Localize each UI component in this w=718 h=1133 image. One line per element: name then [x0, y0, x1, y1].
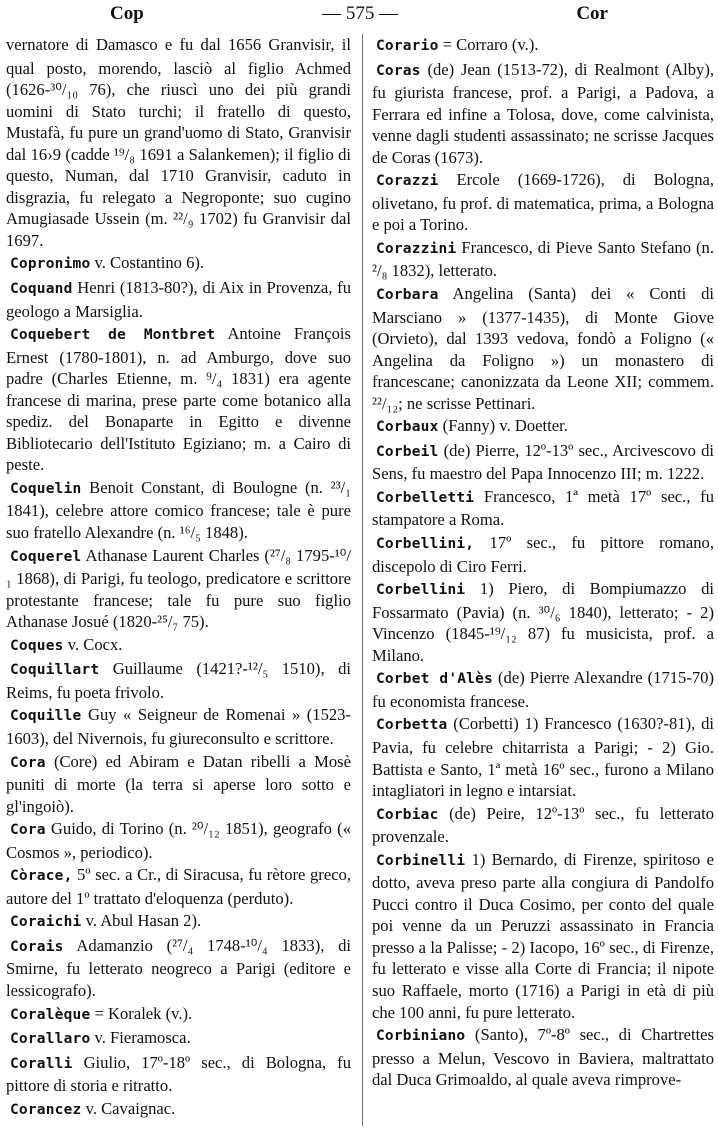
entry [6, 545, 351, 633]
entry-text: v. Fieramosca. [90, 1028, 191, 1048]
entry-text: Athanase Laurent Charles (²⁷/₈ 1795-¹⁰/₁ 1868), di Parigi, fu teologo, predicatore e scrittore protestante francese; tale fu pure suo figlio Athanase Josué (1820-²⁵/₇ 75). [6, 545, 351, 632]
entry [372, 578, 714, 666]
page-header [0, 0, 718, 28]
entry-text: v. Cavaignac. [81, 1098, 176, 1118]
entry [372, 803, 714, 848]
entry-headword: Corbet d'Alès [376, 671, 493, 688]
entry [372, 169, 714, 236]
entry-text: Guillaume (1421?-¹²/₅ 1510), di Reims, fu poeta frivolo. [6, 659, 351, 702]
entry-text: (de) Peire, 12º-13º sec., fu letterato provenzale. [372, 803, 714, 847]
entry-headword: Coquebert de Montbret [10, 327, 216, 344]
entry-headword: Coquerel [10, 548, 82, 565]
entry [372, 283, 714, 414]
entry-headword: Corazzini [376, 240, 457, 257]
page-number: — 575 — [322, 3, 399, 24]
entry-text: Giulio, 17º-18º sec., di Bologna, fu pittore di storia e ritratto. [6, 1052, 351, 1096]
entry-text: Angelina (Santa) dei « Conti di Marsciano » (1377-1435), di Monte Giove (Orvieto), dal 1393 vedova, fondò a Foligno (« Angelina da Foligno ») un monastero di francescane; canonizzata da Leone XII; commem. ²²/₁₂; ne scrisse Pettinari. [372, 284, 714, 413]
right-column [372, 34, 714, 1129]
entry-text: (Core) ed Abiram e Datan ribelli a Mosè puniti di morte (la terra si aperse loro sotto e gl'ingoiò). [6, 751, 351, 816]
entry-text: (de) Jean (1513-72), di Realmont (Alby), fu giurista francese, prof. a Parigi, a Padova, a Ferrara ed infine a Tolosa, dove, come calvinista, venne dagli studenti assassinato; ne scrisse Jacques de Coras (1673). [372, 59, 714, 167]
entry-headword: Corallaro [10, 1031, 91, 1048]
left-column [6, 34, 351, 1129]
entry-headword: Còrace, [10, 868, 73, 885]
entry-text: Benoit Constant, di Boulogne (n. ²³/₁ 1841), celebre attore comico francese; tale è pure suo fratello Alexandre (n. ¹⁶/₅ 1848). [6, 477, 351, 543]
entry-headword: Coques [10, 637, 64, 654]
header-right-guide: Cor [576, 3, 608, 24]
entry-text: 17º sec., fu pittore romano, discepolo di Ciro Ferri. [372, 533, 714, 576]
entry-headword: Coralli [10, 1055, 73, 1072]
entry-text: v. Abul Hasan 2). [81, 911, 202, 931]
entry-headword: Corbellini [376, 582, 466, 599]
entry-text: Antoine François Ernest (1780-1801), n. ad Amburgo, dove suo padre (Charles Etienne, m. ⁹/₄ 1831) era agente francese di marina, prese parte come botanico alla spediz. del Bonaparte in Egitto e divenne Bibliotecario dell'Istituto Egiziano; m. a Cairo di peste. [6, 324, 351, 475]
entry [6, 252, 351, 276]
entry-headword: Corario [376, 38, 439, 54]
entry-text: (Santo), 7º-8º sec., di Chartrettes presso a Melun, Vescovo in Baviera, maltrattato dal Duca Grimoaldo, al quale aveva rimprove- [372, 1025, 714, 1090]
entry-headword: Corbellini, [376, 536, 475, 553]
column-divider [362, 34, 363, 1126]
entry-headword: Coquelin [10, 480, 82, 497]
entry-headword: Corancez [10, 1101, 82, 1118]
entry-text: Ercole (1669-1726), di Bologna, olivetano, fu prof. di matematica, prima, a Bologna e poi a Torino. [372, 170, 714, 235]
entry [6, 277, 351, 322]
entry [372, 1024, 714, 1091]
entry [6, 751, 351, 818]
entry-text: (de) Pierre, 12º-13º sec., Arcivescovo di Sens, fu maestro del Papa Innocenzo III; m. 1222. [372, 440, 714, 484]
entry [6, 323, 351, 476]
entry-headword: Coquille [10, 708, 82, 725]
entry [372, 667, 714, 712]
entry-headword: Coraichi [10, 914, 82, 931]
entry-text: (Fanny) v. Doetter. [438, 416, 568, 436]
entry [372, 59, 714, 169]
entry-text: Adamanzio (²⁷/₄ 1748-¹⁰/₄ 1833), di Smirne, fu letterato neogreco a Parigi (editore e lessicografo). [6, 935, 351, 1000]
entry-text: Guido, di Torino (n. ²⁰/₁₂ 1851), geografo (« Cosmos », periodico). [6, 819, 351, 862]
entry [6, 1098, 351, 1122]
entry [372, 713, 714, 801]
entry [6, 1003, 351, 1027]
entry-text: Henri (1813-80?), di Aix in Provenza, fu geologo a Marsiglia. [6, 278, 351, 321]
entry-text: 1) Piero, di Bompiumazzo di Fossarmato (Pavia) (n. ³⁰/₆ 1840), letterato; - 2) Vincenzo (1845-¹⁹/₁₂ 87) fu musicista, prof. a Milano. [372, 579, 714, 665]
entry-text: Guy « Seigneur de Romenai » (1523-1603), del Nivernois, fu giureconsulto e scrittore. [6, 705, 351, 748]
entry [372, 486, 714, 531]
entry [372, 849, 714, 1023]
entry-headword: Coralèque [10, 1006, 91, 1023]
entry-text: = Corraro (v.). [438, 35, 539, 54]
entry-headword: Cora [10, 822, 46, 839]
entry-headword: Corbeil [376, 443, 439, 460]
entry [372, 34, 714, 58]
entry-headword: Coras [376, 62, 421, 79]
entry-headword: Corazzi [376, 173, 439, 190]
entry-headword: Coquillart [10, 662, 100, 679]
entry [6, 1027, 351, 1051]
entry-text: (de) Pierre Alexandre (1715-70) fu economista francese. [372, 668, 714, 711]
entry-headword: Corais [10, 938, 64, 955]
entry-text: 5º sec. a Cr., di Siracusa, fu rètore greco, autore del 1º trattato d'eloquenza (perduto). [6, 865, 351, 908]
entry-text: Francesco, di Pieve Santo Stefano (n. ²/₈ 1832), letterato. [372, 237, 714, 281]
entry [372, 440, 714, 485]
entry-headword: Corbinelli [376, 852, 466, 869]
entry [372, 415, 714, 439]
entry [6, 864, 351, 909]
entry-text: v. Cocx. [63, 634, 123, 654]
entry [6, 935, 351, 1002]
header-left-guide: Cop [110, 3, 144, 24]
entry-text: 1) Bernardo, di Firenze, spiritoso e dotto, aveva preso parte alla congiura di Pandolfo Pucci contro il Duca Cosimo, per conto del quale poi venne da un Peruzzi assassinato in Francia presso a la Palisse; - 2) Iacopo, 16º sec., di Firenze, fu letterato e visse alla Corte di Francia; il nipote suo Raffaele, morto (1716) a Parigi in età di più che 100 anni, fu pure letterato. [372, 849, 714, 1022]
entry-text: vernatore di Damasco e fu dal 1656 Granvisir, il qual posto, morendo, lasciò al figlio Achmed (1626-³⁰/₁₀ 76), che riuscì uno dei più grandi uomini di Stato turchi; il fratello di questo, Mustafà, fu pure un grand'uomo di Stato, Granvisir dal 16›9 (cadde ¹⁹/₈ 1691 a Salankemen); il figlio di questo, Numan, dal 1710 Granvisir, caduto in disgrazia, fu relegato a Negroponte; suo cugino Amugiasade Ussein (m. ²²/₉ 1702) fu Granvisir dal 1697. [6, 35, 351, 250]
entry [6, 658, 351, 703]
entry-headword: Corbara [376, 287, 439, 304]
entry [6, 818, 351, 863]
entry [6, 34, 351, 251]
entry [6, 704, 351, 749]
entry-text: v. Costantino 6). [90, 253, 205, 273]
entry [372, 532, 714, 577]
entry-text: = Koralek (v.). [90, 1003, 193, 1023]
entry-headword: Corbiac [376, 806, 439, 823]
entry-headword: Corbetta [376, 717, 448, 734]
entry-headword: Copronimo [10, 256, 91, 273]
entry-headword: Cora [10, 754, 46, 771]
entry-headword: Coquand [10, 281, 73, 298]
entry-headword: Corbaux [376, 419, 439, 436]
entry-text: (Corbetti) 1) Francesco (1630?-81), di Pavia, fu celebre chitarrista a Parigi; - 2) Gio. Battista e Santo, 1ª metà 16º sec., furono a Milano intagliatori in legno e intarsiat. [372, 714, 714, 801]
entry-headword: Corbelletti [376, 489, 475, 506]
entry [6, 910, 351, 934]
entry [372, 237, 714, 282]
entry [6, 634, 351, 658]
entry-text: Francesco, 1ª metà 17º sec., fu stampatore a Roma. [372, 486, 714, 530]
entry [6, 1052, 351, 1097]
entry [6, 477, 351, 544]
entry-headword: Corbiniano [376, 1028, 466, 1045]
